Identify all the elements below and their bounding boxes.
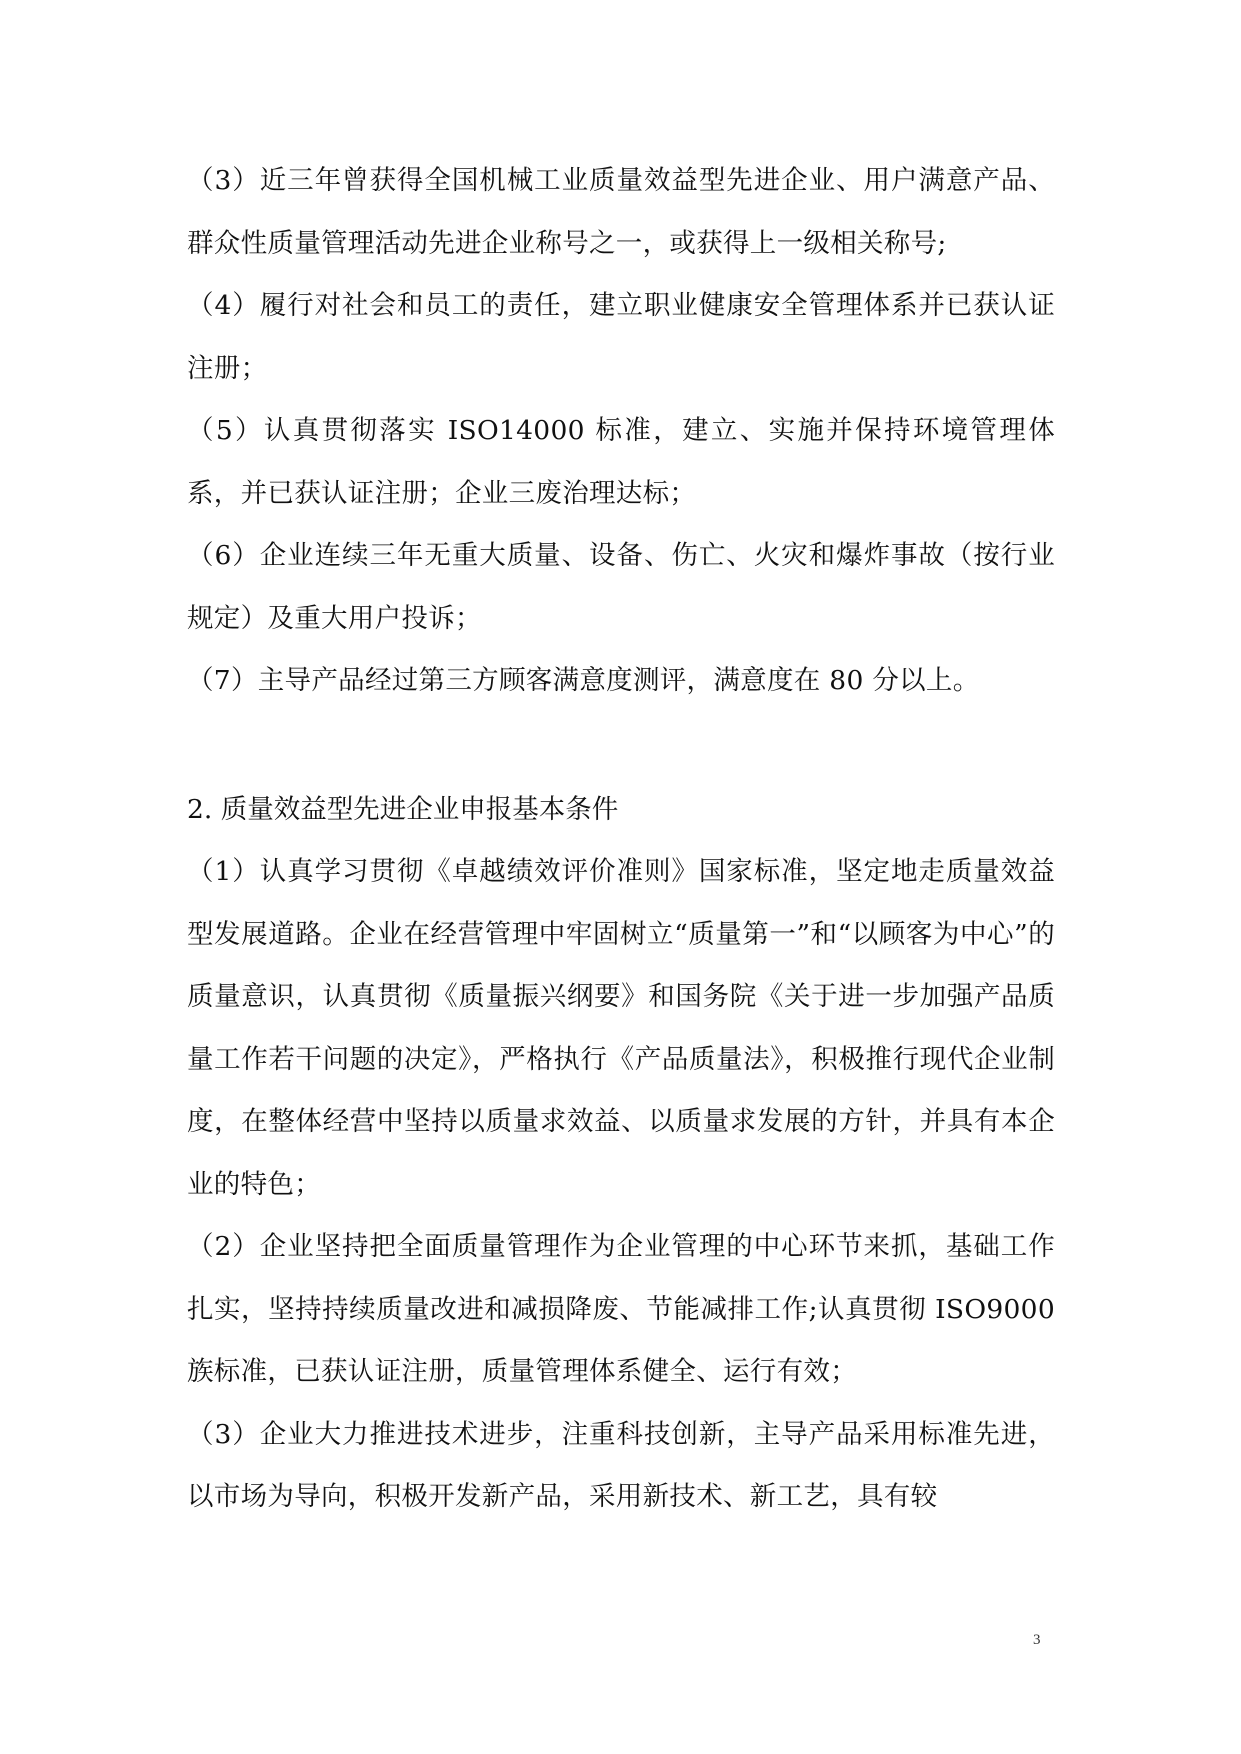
- list-item-4: （4）履行对社会和员工的责任，建立职业健康安全管理体系并已获认证注册；: [187, 290, 1055, 384]
- section-heading: 2. 质量效益型先进企业申报基本条件: [187, 793, 619, 825]
- document-body: [187, 150, 1055, 1529]
- condition-item-3: （3）企业大力推进技术进步，注重科技创新，主导产品采用标准先进，以市场为导向，积极开发新产品，采用新技术、新工艺，具有较: [187, 1418, 1055, 1512]
- list-item-3: （3）近三年曾获得全国机械工业质量效益型先进企业、用户满意产品、群众性质量管理活动先进企业称号之一，或获得上一级相关称号;: [187, 165, 1055, 259]
- list-item-6: （6）企业连续三年无重大质量、设备、伤亡、火灾和爆炸事故（按行业规定）及重大用户投诉；: [187, 540, 1055, 634]
- condition-item-2: （2）企业坚持把全面质量管理作为企业管理的中心环节来抓，基础工作扎实，坚持持续质量改进和减损降废、节能减排工作;认真贯彻 ISO9000 族标准，已获认证注册，质量管理体系健全、运行有效；: [187, 1231, 1055, 1387]
- list-item-5: （5）认真贯彻落实 ISO14000 标准，建立、实施并保持环境管理体系，并已获认证注册；企业三废治理达标；: [187, 415, 1055, 509]
- section-spacer: [187, 713, 1055, 779]
- list-item-7: （7）主导产品经过第三方顾客满意度测评，满意度在 80 分以上。: [187, 665, 980, 696]
- page-number: 3: [1033, 1632, 1041, 1648]
- condition-item-1: （1）认真学习贯彻《卓越绩效评价准则》国家标准，坚定地走质量效益型发展道路。企业在经营管理中牢固树立“质量第一”和“以顾客为中心”的质量意识，认真贯彻《质量振兴纲要》和国务院《关于进一步加强产品质量工作若干问题的决定》，严格执行《产品质量法》，积极推行现代企业制度，在整体经营中坚持以质量求效益、以质量求发展的方针，并具有本企业的特色；: [187, 856, 1055, 1200]
